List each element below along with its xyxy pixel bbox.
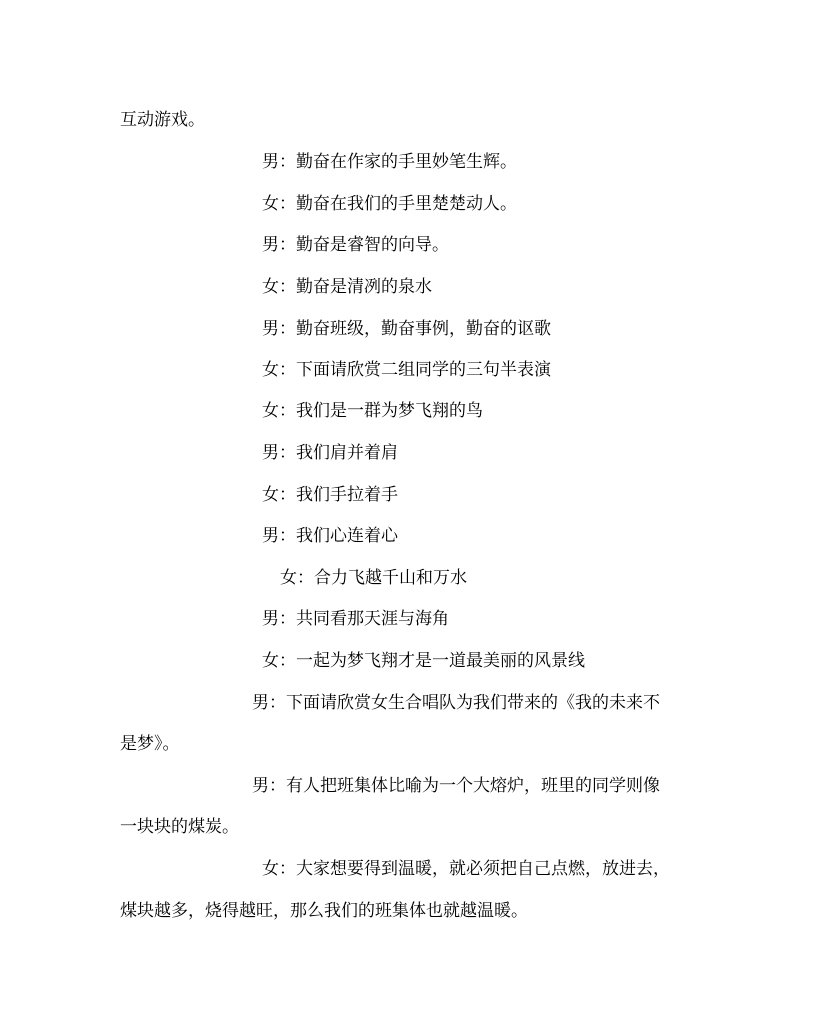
text-line-20: 煤块越多，烧得越旺，那么我们的班集体也就越温暖。: [120, 901, 528, 921]
text-line-13: 男：共同看那天涯与海角: [262, 609, 449, 629]
text-line-4: 男：勤奋是睿智的向导。: [262, 235, 449, 255]
text-line-16: 是梦》。: [120, 734, 180, 754]
text-line-8: 女：我们是一群为梦飞翔的鸟: [262, 401, 483, 421]
text-line-2: 男：勤奋在作家的手里妙笔生辉。: [262, 152, 517, 172]
text-line-9: 男：我们肩并着肩: [262, 443, 398, 463]
text-line-6: 男：勤奋班级，勤奋事例，勤奋的讴歌: [262, 319, 551, 339]
text-line-15: 男：下面请欣赏女生合唱队为我们带来的《我的未来不: [252, 693, 660, 713]
text-line-5: 女：勤奋是清冽的泉水: [262, 277, 432, 297]
text-line-12: 女：合力飞越千山和万水: [280, 568, 467, 588]
text-line-7: 女：下面请欣赏二组同学的三句半表演: [262, 360, 551, 380]
text-line-11: 男：我们心连着心: [262, 526, 398, 546]
text-line-10: 女：我们手拉着手: [262, 485, 398, 505]
text-line-3: 女：勤奋在我们的手里楚楚动人。: [262, 194, 517, 214]
text-line-18: 一块块的煤炭。: [120, 817, 239, 837]
text-line-17: 男：有人把班集体比喻为一个大熔炉，班里的同学则像: [252, 776, 660, 796]
text-line-14: 女：一起为梦飞翔才是一道最美丽的风景线: [262, 651, 585, 671]
text-line-1: 互动游戏。: [120, 110, 205, 130]
text-line-19: 女：大家想要得到温暖，就必须把自己点燃，放进去，: [262, 859, 670, 879]
